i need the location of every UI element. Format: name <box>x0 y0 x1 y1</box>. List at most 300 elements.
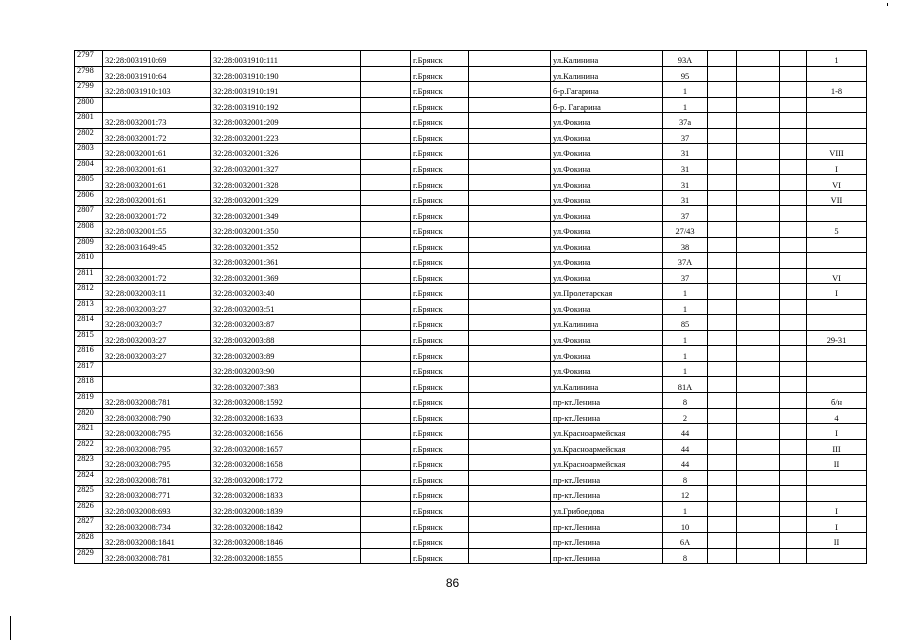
room-number-cell <box>807 253 867 269</box>
parcel-cadastral-number-cell <box>103 253 211 269</box>
table-row <box>75 268 867 284</box>
object-cadastral-number-cell: 32:28:0032001:329 <box>211 190 361 206</box>
empty-cell <box>469 206 551 222</box>
empty-cell <box>737 330 780 346</box>
room-number-cell: II <box>807 455 867 471</box>
empty-cell <box>708 144 737 160</box>
object-cadastral-number-cell: 32:28:0032008:1833 <box>211 486 361 502</box>
room-number-cell <box>807 548 867 564</box>
row-number-cell: 2816 <box>75 346 103 362</box>
table-row <box>75 501 867 517</box>
city-cell: г.Брянск <box>411 548 469 564</box>
empty-cell <box>708 455 737 471</box>
room-number-cell: 5 <box>807 222 867 238</box>
scan-margin-line <box>10 616 11 640</box>
empty-cell <box>708 470 737 486</box>
house-number-cell: 31 <box>663 159 708 175</box>
house-number-cell: 1 <box>663 330 708 346</box>
empty-cell <box>780 470 807 486</box>
city-cell: г.Брянск <box>411 66 469 82</box>
empty-cell <box>708 82 737 98</box>
table-row <box>75 144 867 160</box>
empty-cell <box>469 299 551 315</box>
empty-cell <box>469 361 551 377</box>
row-number-cell: 2814 <box>75 315 103 331</box>
empty-cell <box>708 346 737 362</box>
house-number-cell: 31 <box>663 190 708 206</box>
house-number-cell: 81А <box>663 377 708 393</box>
street-cell: ул.Фокина <box>551 237 663 253</box>
empty-cell <box>469 159 551 175</box>
empty-cell <box>469 284 551 300</box>
city-cell: г.Брянск <box>411 299 469 315</box>
empty-cell <box>780 159 807 175</box>
empty-cell <box>737 97 780 113</box>
empty-cell <box>469 268 551 284</box>
room-number-cell: 4 <box>807 408 867 424</box>
parcel-cadastral-number-cell: 32:28:0032003:27 <box>103 346 211 362</box>
object-cadastral-number-cell: 32:28:0032001:327 <box>211 159 361 175</box>
object-cadastral-number-cell: 32:28:0031910:111 <box>211 51 361 67</box>
empty-cell <box>361 299 411 315</box>
empty-cell <box>469 548 551 564</box>
street-cell: ул.Фокина <box>551 144 663 160</box>
empty-cell <box>780 439 807 455</box>
street-cell: ул.Фокина <box>551 268 663 284</box>
empty-cell <box>361 346 411 362</box>
parcel-cadastral-number-cell: 32:28:0032008:781 <box>103 393 211 409</box>
empty-cell <box>780 128 807 144</box>
empty-cell <box>361 470 411 486</box>
city-cell: г.Брянск <box>411 222 469 238</box>
object-cadastral-number-cell: 32:28:0032008:1656 <box>211 424 361 440</box>
object-cadastral-number-cell: 32:28:0032008:1846 <box>211 532 361 548</box>
city-cell: г.Брянск <box>411 144 469 160</box>
empty-cell <box>361 268 411 284</box>
row-number-cell: 2798 <box>75 66 103 82</box>
empty-cell <box>708 299 737 315</box>
street-cell: ул.Фокина <box>551 361 663 377</box>
empty-cell <box>708 361 737 377</box>
street-cell: ул.Калинина <box>551 51 663 67</box>
empty-cell <box>469 113 551 129</box>
row-number-cell: 2818 <box>75 377 103 393</box>
empty-cell <box>469 330 551 346</box>
object-cadastral-number-cell: 32:28:0032008:1592 <box>211 393 361 409</box>
empty-cell <box>737 455 780 471</box>
street-cell: ул.Калинина <box>551 377 663 393</box>
room-number-cell: I <box>807 284 867 300</box>
row-number-cell: 2824 <box>75 470 103 486</box>
room-number-cell: VI <box>807 175 867 191</box>
parcel-cadastral-number-cell: 32:28:0032008:790 <box>103 408 211 424</box>
city-cell: г.Брянск <box>411 439 469 455</box>
room-number-cell <box>807 486 867 502</box>
empty-cell <box>361 517 411 533</box>
room-number-cell <box>807 128 867 144</box>
city-cell: г.Брянск <box>411 97 469 113</box>
street-cell: пр-кт.Ленина <box>551 393 663 409</box>
empty-cell <box>361 144 411 160</box>
parcel-cadastral-number-cell: 32:28:0031910:69 <box>103 51 211 67</box>
empty-cell <box>361 190 411 206</box>
empty-cell <box>780 424 807 440</box>
object-cadastral-number-cell: 32:28:0032008:1842 <box>211 517 361 533</box>
parcel-cadastral-number-cell: 32:28:0032001:72 <box>103 128 211 144</box>
empty-cell <box>780 377 807 393</box>
table-row <box>75 517 867 533</box>
row-number-cell: 2822 <box>75 439 103 455</box>
empty-cell <box>469 175 551 191</box>
table-row <box>75 190 867 206</box>
empty-cell <box>737 237 780 253</box>
empty-cell <box>708 237 737 253</box>
street-cell: ул.Фокина <box>551 253 663 269</box>
empty-cell <box>469 532 551 548</box>
street-cell: ул.Фокина <box>551 346 663 362</box>
empty-cell <box>708 377 737 393</box>
table-row <box>75 315 867 331</box>
object-cadastral-number-cell: 32:28:0032001:369 <box>211 268 361 284</box>
room-number-cell <box>807 206 867 222</box>
object-cadastral-number-cell: 32:28:0032003:40 <box>211 284 361 300</box>
parcel-cadastral-number-cell: 32:28:0032001:61 <box>103 159 211 175</box>
empty-cell <box>737 532 780 548</box>
empty-cell <box>737 206 780 222</box>
row-number-cell: 2804 <box>75 159 103 175</box>
room-number-cell <box>807 97 867 113</box>
row-number-cell: 2826 <box>75 501 103 517</box>
row-number-cell: 2817 <box>75 361 103 377</box>
house-number-cell: 85 <box>663 315 708 331</box>
city-cell: г.Брянск <box>411 315 469 331</box>
city-cell: г.Брянск <box>411 82 469 98</box>
city-cell: г.Брянск <box>411 393 469 409</box>
empty-cell <box>708 330 737 346</box>
object-cadastral-number-cell: 32:28:0032001:349 <box>211 206 361 222</box>
parcel-cadastral-number-cell: 32:28:0032001:61 <box>103 144 211 160</box>
empty-cell <box>780 284 807 300</box>
street-cell: ул.Пролетарская <box>551 284 663 300</box>
empty-cell <box>780 268 807 284</box>
room-number-cell: 29-31 <box>807 330 867 346</box>
empty-cell <box>469 97 551 113</box>
city-cell: г.Брянск <box>411 377 469 393</box>
empty-cell <box>708 128 737 144</box>
street-cell: ул.Калинина <box>551 66 663 82</box>
city-cell: г.Брянск <box>411 237 469 253</box>
parcel-cadastral-number-cell: 32:28:0031649:45 <box>103 237 211 253</box>
house-number-cell: 1 <box>663 361 708 377</box>
object-cadastral-number-cell: 32:28:0032008:1839 <box>211 501 361 517</box>
room-number-cell: VII <box>807 190 867 206</box>
empty-cell <box>737 315 780 331</box>
empty-cell <box>361 501 411 517</box>
house-number-cell: 38 <box>663 237 708 253</box>
row-number-cell: 2800 <box>75 97 103 113</box>
room-number-cell: I <box>807 517 867 533</box>
city-cell: г.Брянск <box>411 501 469 517</box>
empty-cell <box>469 439 551 455</box>
city-cell: г.Брянск <box>411 361 469 377</box>
empty-cell <box>469 144 551 160</box>
house-number-cell: 8 <box>663 393 708 409</box>
house-number-cell: 1 <box>663 82 708 98</box>
empty-cell <box>780 253 807 269</box>
empty-cell <box>708 159 737 175</box>
street-cell: ул.Фокина <box>551 190 663 206</box>
empty-cell <box>780 66 807 82</box>
empty-cell <box>737 175 780 191</box>
parcel-cadastral-number-cell: 32:28:0032008:734 <box>103 517 211 533</box>
street-cell: б-р. Гагарина <box>551 97 663 113</box>
object-cadastral-number-cell: 32:28:0032001:209 <box>211 113 361 129</box>
parcel-cadastral-number-cell: 32:28:0032001:55 <box>103 222 211 238</box>
row-number-cell: 2810 <box>75 253 103 269</box>
row-number-cell: 2799 <box>75 82 103 98</box>
room-number-cell: 1-8 <box>807 82 867 98</box>
parcel-cadastral-number-cell <box>103 97 211 113</box>
empty-cell <box>361 408 411 424</box>
empty-cell <box>469 51 551 67</box>
parcel-cadastral-number-cell: 32:28:0032003:27 <box>103 330 211 346</box>
parcel-cadastral-number-cell <box>103 377 211 393</box>
house-number-cell: 6А <box>663 532 708 548</box>
row-number-cell: 2813 <box>75 299 103 315</box>
empty-cell <box>737 268 780 284</box>
table-row <box>75 253 867 269</box>
row-number-cell: 2828 <box>75 532 103 548</box>
city-cell: г.Брянск <box>411 159 469 175</box>
city-cell: г.Брянск <box>411 470 469 486</box>
row-number-cell: 2811 <box>75 268 103 284</box>
house-number-cell: 44 <box>663 424 708 440</box>
empty-cell <box>361 455 411 471</box>
empty-cell <box>737 517 780 533</box>
house-number-cell: 1 <box>663 299 708 315</box>
empty-cell <box>708 532 737 548</box>
empty-cell <box>780 330 807 346</box>
house-number-cell: 44 <box>663 439 708 455</box>
parcel-cadastral-number-cell: 32:28:0032001:61 <box>103 190 211 206</box>
empty-cell <box>708 517 737 533</box>
empty-cell <box>469 377 551 393</box>
empty-cell <box>469 190 551 206</box>
street-cell: ул.Фокина <box>551 159 663 175</box>
table-row <box>75 548 867 564</box>
house-number-cell: 8 <box>663 470 708 486</box>
city-cell: г.Брянск <box>411 113 469 129</box>
room-number-cell <box>807 361 867 377</box>
table-row <box>75 532 867 548</box>
empty-cell <box>708 486 737 502</box>
room-number-cell: III <box>807 439 867 455</box>
empty-cell <box>361 486 411 502</box>
empty-cell <box>708 284 737 300</box>
empty-cell <box>780 237 807 253</box>
empty-cell <box>361 393 411 409</box>
city-cell: г.Брянск <box>411 330 469 346</box>
object-cadastral-number-cell: 32:28:0031910:192 <box>211 97 361 113</box>
street-cell: ул.Фокина <box>551 128 663 144</box>
empty-cell <box>737 470 780 486</box>
empty-cell <box>780 393 807 409</box>
street-cell: ул.Фокина <box>551 222 663 238</box>
empty-cell <box>737 393 780 409</box>
empty-cell <box>780 144 807 160</box>
table-row <box>75 113 867 129</box>
empty-cell <box>737 113 780 129</box>
parcel-cadastral-number-cell: 32:28:0032001:72 <box>103 268 211 284</box>
empty-cell <box>361 439 411 455</box>
empty-cell <box>780 455 807 471</box>
page-number: 86 <box>445 576 460 590</box>
row-number-cell: 2820 <box>75 408 103 424</box>
house-number-cell: 1 <box>663 501 708 517</box>
table-row <box>75 486 867 502</box>
empty-cell <box>708 548 737 564</box>
empty-cell <box>737 222 780 238</box>
empty-cell <box>737 51 780 67</box>
empty-cell <box>737 128 780 144</box>
table-row <box>75 51 867 67</box>
empty-cell <box>361 206 411 222</box>
empty-cell <box>708 175 737 191</box>
table-row <box>75 408 867 424</box>
object-cadastral-number-cell: 32:28:0032001:326 <box>211 144 361 160</box>
room-number-cell <box>807 346 867 362</box>
empty-cell <box>780 51 807 67</box>
street-cell: ул.Фокина <box>551 206 663 222</box>
table-row <box>75 284 867 300</box>
parcel-cadastral-number-cell: 32:28:0032008:795 <box>103 439 211 455</box>
empty-cell <box>469 128 551 144</box>
empty-cell <box>708 51 737 67</box>
table-row <box>75 439 867 455</box>
empty-cell <box>361 113 411 129</box>
city-cell: г.Брянск <box>411 408 469 424</box>
street-cell: ул.Фокина <box>551 330 663 346</box>
row-number-cell: 2803 <box>75 144 103 160</box>
row-number-cell: 2827 <box>75 517 103 533</box>
city-cell: г.Брянск <box>411 486 469 502</box>
empty-cell <box>361 82 411 98</box>
table-row <box>75 97 867 113</box>
object-cadastral-number-cell: 32:28:0032001:352 <box>211 237 361 253</box>
street-cell: ул.Красноармейская <box>551 424 663 440</box>
table-row <box>75 455 867 471</box>
row-number-cell: 2806 <box>75 190 103 206</box>
empty-cell <box>469 393 551 409</box>
object-cadastral-number-cell: 32:28:0032003:88 <box>211 330 361 346</box>
house-number-cell: 31 <box>663 175 708 191</box>
parcel-cadastral-number-cell: 32:28:0032003:7 <box>103 315 211 331</box>
street-cell: ул.Красноармейская <box>551 455 663 471</box>
street-cell: пр-кт.Ленина <box>551 486 663 502</box>
house-number-cell: 93А <box>663 51 708 67</box>
empty-cell <box>469 237 551 253</box>
empty-cell <box>737 361 780 377</box>
object-cadastral-number-cell: 32:28:0032007:383 <box>211 377 361 393</box>
empty-cell <box>780 206 807 222</box>
empty-cell <box>361 51 411 67</box>
object-cadastral-number-cell: 32:28:0032008:1633 <box>211 408 361 424</box>
table-row <box>75 377 867 393</box>
empty-cell <box>780 82 807 98</box>
empty-cell <box>708 97 737 113</box>
object-cadastral-number-cell: 32:28:0032003:51 <box>211 299 361 315</box>
table-row <box>75 470 867 486</box>
empty-cell <box>737 439 780 455</box>
empty-cell <box>469 455 551 471</box>
room-number-cell: 1 <box>807 51 867 67</box>
empty-cell <box>469 346 551 362</box>
empty-cell <box>780 299 807 315</box>
empty-cell <box>780 222 807 238</box>
house-number-cell: 37 <box>663 128 708 144</box>
empty-cell <box>780 113 807 129</box>
object-cadastral-number-cell: 32:28:0032001:361 <box>211 253 361 269</box>
empty-cell <box>361 330 411 346</box>
empty-cell <box>737 548 780 564</box>
street-cell: пр-кт.Ленина <box>551 517 663 533</box>
room-number-cell <box>807 470 867 486</box>
scan-mark <box>887 3 888 6</box>
house-number-cell: 37А <box>663 253 708 269</box>
object-cadastral-number-cell: 32:28:0032003:90 <box>211 361 361 377</box>
empty-cell <box>737 159 780 175</box>
row-number-cell: 2819 <box>75 393 103 409</box>
empty-cell <box>780 501 807 517</box>
room-number-cell: I <box>807 159 867 175</box>
empty-cell <box>361 237 411 253</box>
house-number-cell: 1 <box>663 346 708 362</box>
parcel-cadastral-number-cell: 32:28:0032003:27 <box>103 299 211 315</box>
house-number-cell: 2 <box>663 408 708 424</box>
room-number-cell: I <box>807 501 867 517</box>
object-cadastral-number-cell: 32:28:0032003:87 <box>211 315 361 331</box>
street-cell: ул.Фокина <box>551 175 663 191</box>
room-number-cell: VIII <box>807 144 867 160</box>
empty-cell <box>737 346 780 362</box>
parcel-cadastral-number-cell <box>103 361 211 377</box>
row-number-cell: 2809 <box>75 237 103 253</box>
parcel-cadastral-number-cell: 32:28:0032003:11 <box>103 284 211 300</box>
empty-cell <box>780 517 807 533</box>
empty-cell <box>737 299 780 315</box>
table-row <box>75 299 867 315</box>
empty-cell <box>708 439 737 455</box>
empty-cell <box>737 501 780 517</box>
empty-cell <box>780 408 807 424</box>
room-number-cell <box>807 299 867 315</box>
empty-cell <box>469 82 551 98</box>
empty-cell <box>469 517 551 533</box>
room-number-cell <box>807 377 867 393</box>
street-cell: пр-кт.Ленина <box>551 532 663 548</box>
table-row <box>75 393 867 409</box>
house-number-cell: 1 <box>663 97 708 113</box>
object-cadastral-number-cell: 32:28:0032001:223 <box>211 128 361 144</box>
table-body <box>75 51 867 564</box>
object-cadastral-number-cell: 32:28:0032008:1657 <box>211 439 361 455</box>
city-cell: г.Брянск <box>411 206 469 222</box>
object-cadastral-number-cell: 32:28:0032001:328 <box>211 175 361 191</box>
city-cell: г.Брянск <box>411 175 469 191</box>
street-cell: пр-кт.Ленина <box>551 548 663 564</box>
property-register-table <box>74 50 867 564</box>
empty-cell <box>469 222 551 238</box>
